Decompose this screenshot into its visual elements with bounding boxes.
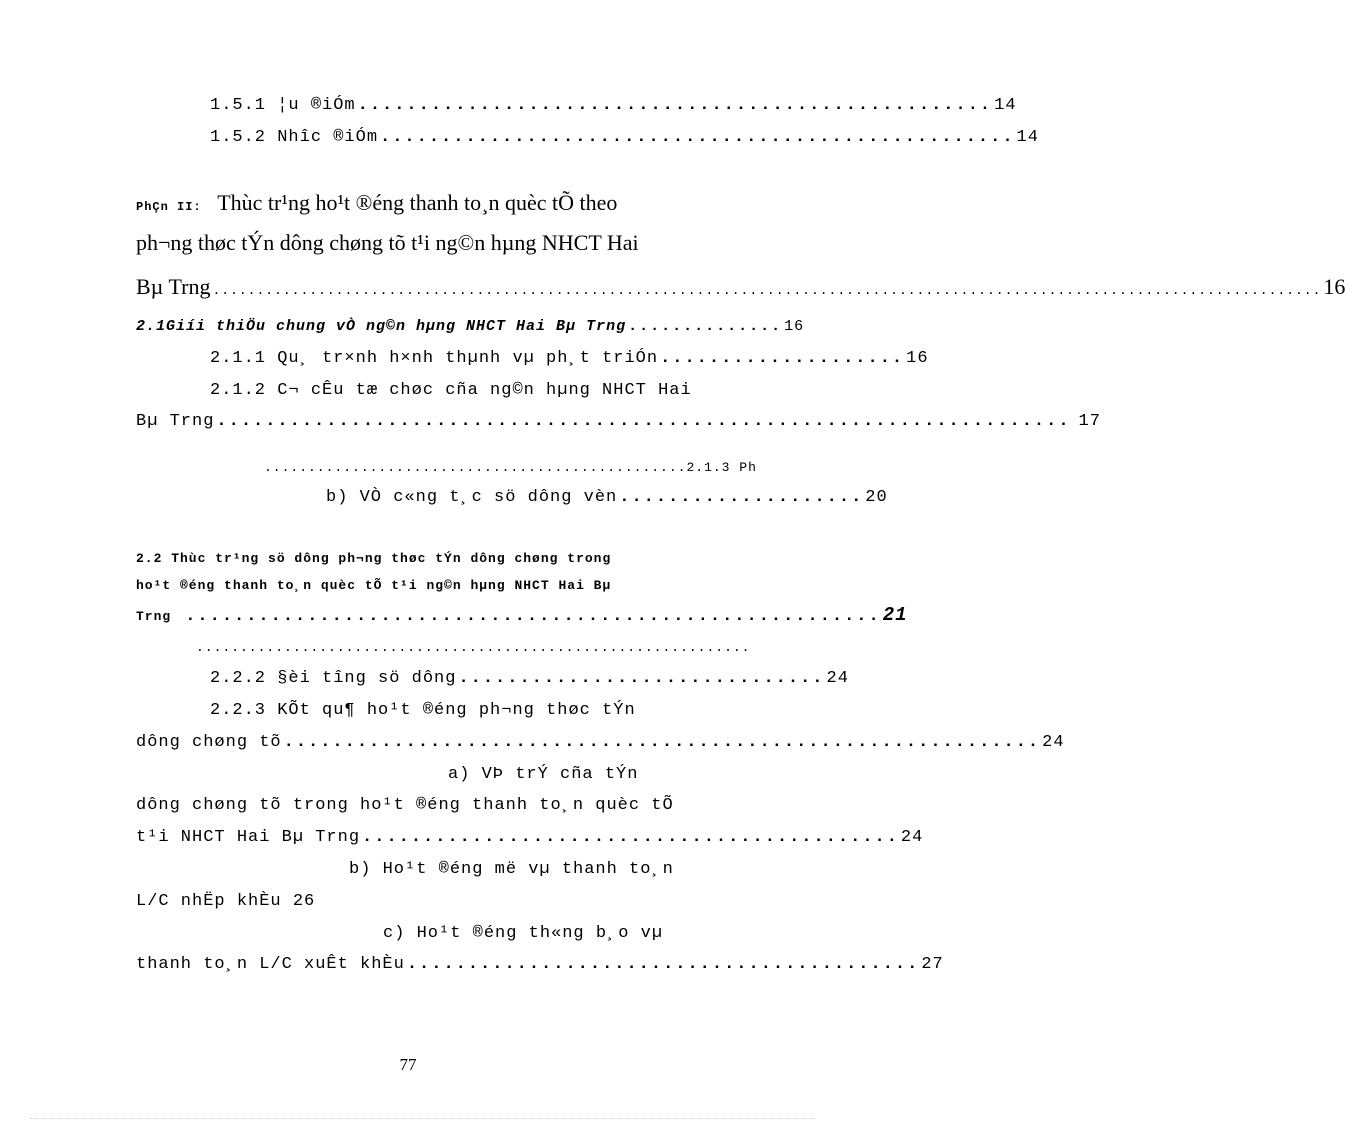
toc-entry-2-2-line2: ho¹t ®éng thanh to¸n quèc tÕ t¹i ng©n hµng NHCT Hai Bµ xyxy=(136,578,612,593)
toc-label: 2.1Giíi thiÖu chung vÒ ng©n hµng NHCT Hai Bµ Trng xyxy=(136,318,627,335)
toc-entry-1-5-1 xyxy=(210,96,1017,115)
toc-label: 1.5.2 Nhîc ®iÓm xyxy=(210,128,379,147)
leader-dots: .................................................... xyxy=(357,96,993,115)
toc-label: 1.5.1 ¦u ®iÓm xyxy=(210,96,356,115)
toc-page: 21 xyxy=(882,604,908,626)
toc-entry-2-1-2-line2 xyxy=(136,412,1101,431)
toc-entry-c-line2 xyxy=(136,955,944,974)
toc-page: 14 xyxy=(1016,128,1039,147)
toc-label: Trng xyxy=(136,609,172,624)
part-title-line1: Thùc tr¹ng ho¹t ®éng thanh to¸n quèc tÕ theo xyxy=(217,190,618,215)
page-number: 77 xyxy=(399,1055,417,1074)
part-title-line3: Bµ Trng xyxy=(136,274,211,299)
leader-dots: ............................................ xyxy=(362,828,899,847)
toc-label: thanh to¸n L/C xuÊt khÈu xyxy=(136,955,405,974)
stray-leader-dots: ............................................................... xyxy=(196,640,751,655)
toc-entry-2-1-2-line1: 2.1.2 C¬ cÊu tæ chøc cña ng©n hµng NHCT Hai xyxy=(210,381,692,400)
leader-dots: .................................................... xyxy=(380,128,1015,147)
toc-page: 24 xyxy=(826,669,849,688)
leader-dots: .......................................... xyxy=(406,955,920,974)
toc-page: 16 xyxy=(1323,274,1345,299)
toc-entry-a-line2: dông chøng tõ trong ho¹t ®éng thanh to¸n quèc tÕ xyxy=(136,796,674,815)
leader-dots: ......................................................... xyxy=(185,607,881,626)
toc-label: 2.1.1 Qu¸ tr×nh h×nh thµnh vµ ph¸t triÓn xyxy=(210,349,659,368)
toc-page: 17 xyxy=(1078,412,1101,431)
toc-part-2-line1 xyxy=(136,190,798,216)
toc-page: 24 xyxy=(900,828,924,847)
toc-entry-2-2-3-line2 xyxy=(136,733,1065,752)
toc-entry-2-2-2 xyxy=(210,669,849,688)
toc-entry-b-2-line1: b) Ho¹t ®éng më vµ thanh to¸n xyxy=(349,860,674,879)
toc-entry-2-2-line3 xyxy=(136,604,908,626)
toc-entry-1-5-2 xyxy=(210,128,1039,147)
bottom-divider xyxy=(30,1118,816,1119)
leader-dots: .............................. xyxy=(458,669,825,688)
toc-entry-b-1 xyxy=(326,488,888,507)
leader-dots: .................... xyxy=(619,488,864,507)
leader-dots: .............................................................. xyxy=(283,733,1041,752)
leader-dots: .............................................................................................................................. xyxy=(212,283,1322,298)
leader-dots: .................... xyxy=(660,349,905,368)
toc-label: b) VÒ c«ng t¸c sö dông vèn xyxy=(326,488,618,507)
toc-label: 2.1.3 Ph xyxy=(686,460,757,475)
toc-label: dông chøng tõ xyxy=(136,733,282,752)
toc-page: 16 xyxy=(906,349,929,368)
toc-entry-c-line1: c) Ho¹t ®éng th«ng b¸o vµ xyxy=(383,924,664,943)
part-prefix: PhÇn II: xyxy=(136,200,202,214)
toc-page: 16 xyxy=(784,318,805,335)
leader-dots: .............. xyxy=(628,318,783,335)
toc-label: t¹i NHCT Hai Bµ Trng xyxy=(136,828,361,847)
toc-entry-a-line1: a) VÞ trÝ cña tÝn xyxy=(448,765,639,784)
toc-page: 14 xyxy=(994,96,1017,115)
toc-page: 24 xyxy=(1042,733,1065,752)
toc-entry-a-line3 xyxy=(136,828,924,847)
toc-page: 20 xyxy=(865,488,888,507)
leader-dots: ................................................ xyxy=(264,460,687,475)
toc-entry-2-1-1 xyxy=(210,349,929,368)
part-title-line2: ph¬ng thøc tÝn dông chøng tõ t¹i ng©n hµng NHCT Hai xyxy=(136,230,639,255)
toc-label: 2.2.2 §èi tîng sö dông xyxy=(210,669,457,688)
leader-dots: ...................................................................... xyxy=(216,412,1071,431)
toc-entry-b-2-line2: L/C nhËp khÈu 26 xyxy=(136,892,316,911)
toc-entry-2-1-3 xyxy=(264,460,757,475)
toc-page: 27 xyxy=(921,955,944,974)
toc-label: Bµ Trng xyxy=(136,412,215,431)
toc-entry-2-2-3-line1: 2.2.3 KÕt qu¶ ho¹t ®éng ph¬ng thøc tÝn xyxy=(210,701,636,720)
toc-entry-2-2-line1: 2.2 Thùc tr¹ng sö dông ph¬ng thøc tÝn dông chøng trong xyxy=(136,551,612,566)
toc-entry-2-1 xyxy=(136,318,805,335)
toc-part-2-line3 xyxy=(136,274,1345,300)
